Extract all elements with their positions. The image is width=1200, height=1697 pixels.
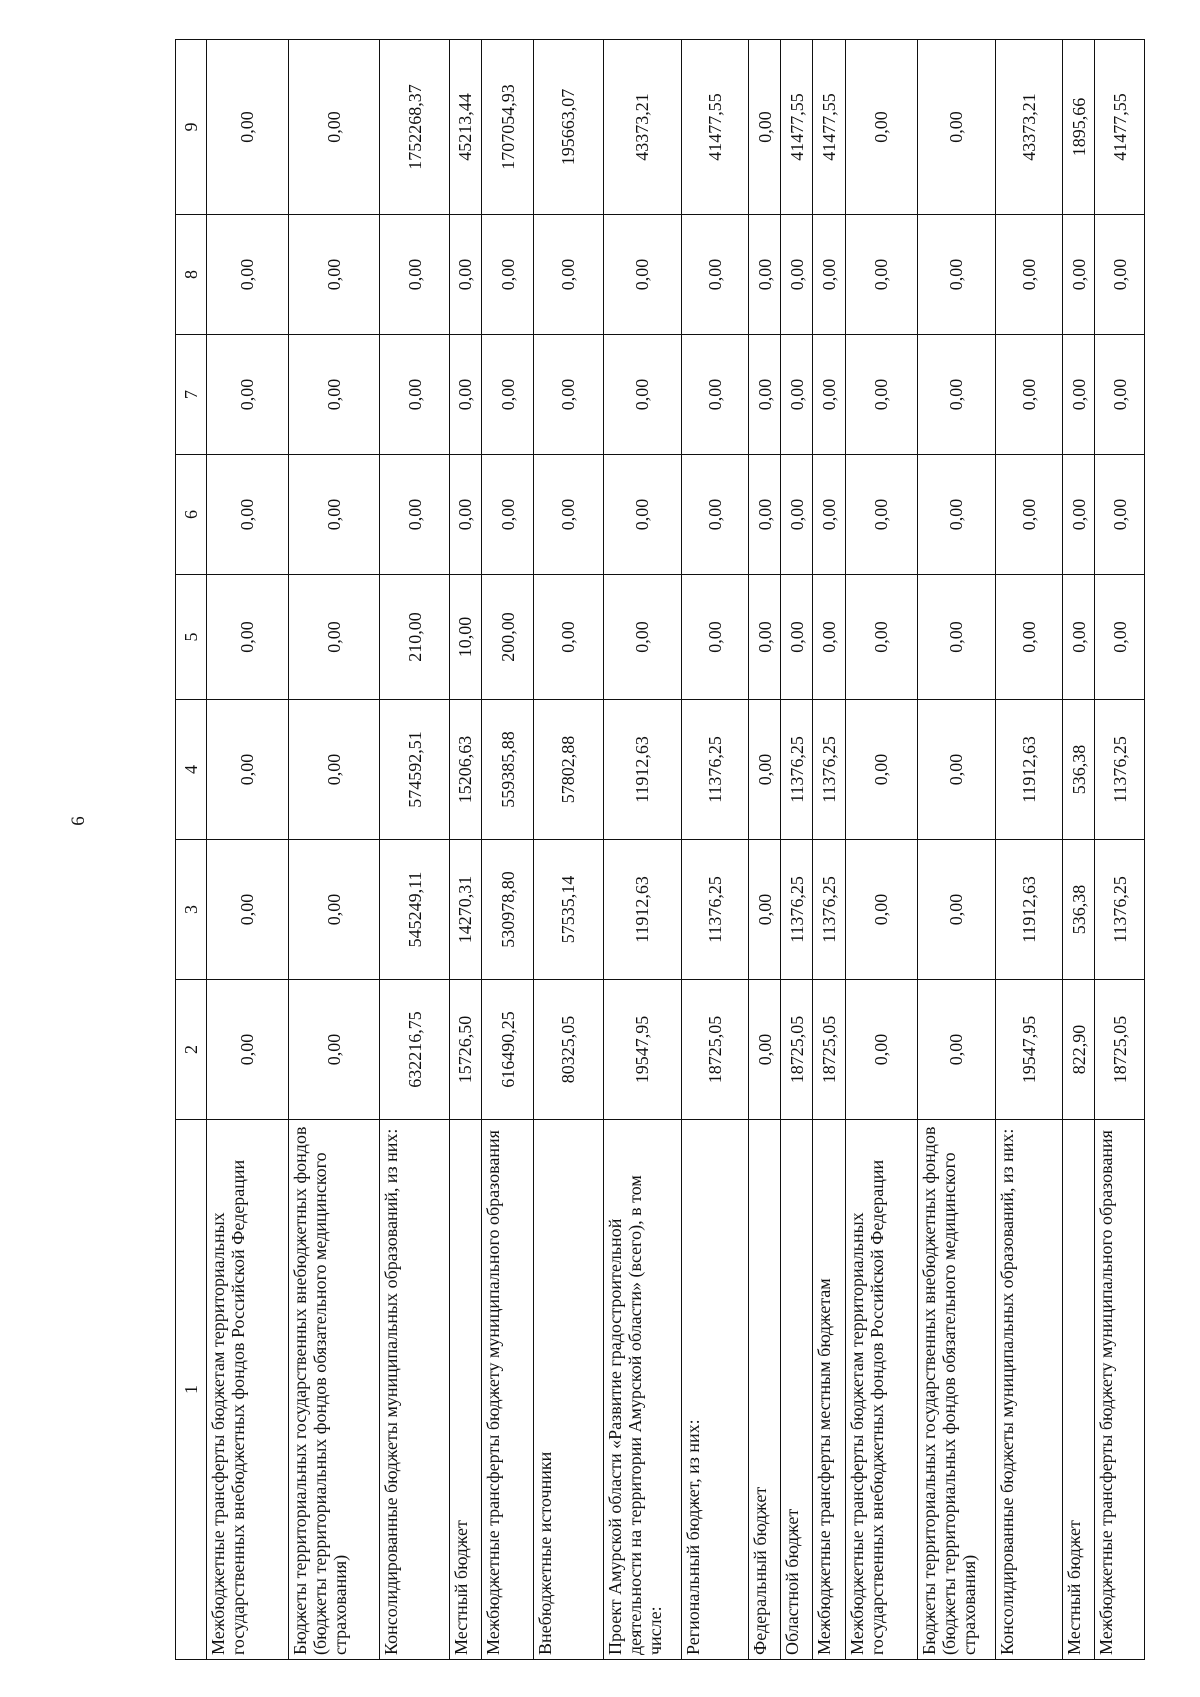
- table-cell: 11912,63: [996, 840, 1063, 980]
- table-cell: 41477,55: [781, 40, 813, 215]
- table-cell: 11376,25: [813, 840, 845, 980]
- row-label: Бюджеты территориальных государственных внебюджетных фондов (бюджеты территориальных фондов обязательного медицинского страхования): [917, 1120, 996, 1660]
- table-cell: 0,00: [996, 215, 1063, 335]
- table-cell: 0,00: [207, 455, 289, 575]
- table-cell: 0,00: [1063, 455, 1095, 575]
- table-row: [996, 40, 1063, 1660]
- table-body: [207, 40, 1145, 1660]
- table-cell: 11912,63: [996, 700, 1063, 840]
- row-label: Межбюджетные трансферты бюджету муниципального образования: [1095, 1120, 1145, 1660]
- row-label: Межбюджетные трансферты бюджетам территориальных государственных внебюджетных фондов Российской Федерации: [845, 1120, 917, 1660]
- table-cell: 11376,25: [1095, 840, 1145, 980]
- column-header: 4: [176, 700, 207, 840]
- table-cell: 0,00: [845, 455, 917, 575]
- table-cell: 0,00: [845, 335, 917, 455]
- table-cell: 19547,95: [603, 980, 682, 1120]
- table-cell: 0,00: [749, 575, 781, 700]
- table-cell: 0,00: [603, 335, 682, 455]
- table-cell: 0,00: [288, 700, 380, 840]
- column-header: 2: [176, 980, 207, 1120]
- column-header: 6: [176, 455, 207, 575]
- table-cell: 0,00: [749, 40, 781, 215]
- table-cell: 41477,55: [1095, 40, 1145, 215]
- table-cell: 11376,25: [813, 700, 845, 840]
- table-cell: 0,00: [845, 575, 917, 700]
- table-cell: 536,38: [1063, 700, 1095, 840]
- budget-table-rotated: [175, 40, 1145, 1660]
- table-cell: 0,00: [917, 455, 996, 575]
- table-cell: 530978,80: [482, 840, 534, 980]
- table-cell: 0,00: [845, 840, 917, 980]
- table-cell: 0,00: [813, 575, 845, 700]
- table-cell: 0,00: [1095, 215, 1145, 335]
- table-cell: 0,00: [996, 455, 1063, 575]
- table-cell: 18725,05: [682, 980, 749, 1120]
- table-cell: 18725,05: [1095, 980, 1145, 1120]
- table-cell: 1707054,93: [482, 40, 534, 215]
- row-label: Внебюджетные источники: [534, 1120, 603, 1660]
- table-cell: 0,00: [749, 840, 781, 980]
- table-cell: 536,38: [1063, 840, 1095, 980]
- table-row: [534, 40, 603, 1660]
- table-cell: 10,00: [449, 575, 481, 700]
- table-cell: 0,00: [1095, 335, 1145, 455]
- table-cell: 0,00: [288, 980, 380, 1120]
- row-label: Консолидированные бюджеты муниципальных образований, из них:: [380, 1120, 449, 1660]
- table-row: [207, 40, 289, 1660]
- table-row: [288, 40, 380, 1660]
- table-cell: 0,00: [482, 455, 534, 575]
- row-label: Федеральный бюджет: [749, 1120, 781, 1660]
- table-row: [449, 40, 481, 1660]
- table-cell: 210,00: [380, 575, 449, 700]
- row-label: Проект Амурской области «Развитие градостроительной деятельности на территории Амурской области» (всего), в том числе:: [603, 1120, 682, 1660]
- table-cell: 0,00: [917, 215, 996, 335]
- table-cell: 0,00: [749, 980, 781, 1120]
- table-cell: 195663,07: [534, 40, 603, 215]
- table-cell: 0,00: [207, 980, 289, 1120]
- row-label: Областной бюджет: [781, 1120, 813, 1660]
- table-cell: 0,00: [207, 40, 289, 215]
- table-cell: 0,00: [288, 455, 380, 575]
- table-cell: 0,00: [288, 840, 380, 980]
- table-cell: 0,00: [996, 335, 1063, 455]
- table-cell: 57535,14: [534, 840, 603, 980]
- table-cell: 0,00: [534, 215, 603, 335]
- table-cell: 43373,21: [603, 40, 682, 215]
- table-cell: 0,00: [207, 700, 289, 840]
- table-cell: 0,00: [749, 455, 781, 575]
- table-row: [603, 40, 682, 1660]
- table-cell: 0,00: [781, 455, 813, 575]
- table-cell: 0,00: [917, 980, 996, 1120]
- table-row: [845, 40, 917, 1660]
- table-cell: 559385,88: [482, 700, 534, 840]
- table-cell: 18725,05: [781, 980, 813, 1120]
- table-cell: 0,00: [207, 215, 289, 335]
- table-cell: 0,00: [534, 335, 603, 455]
- header-row: [176, 40, 207, 1660]
- table-cell: 0,00: [781, 335, 813, 455]
- table-cell: 0,00: [682, 335, 749, 455]
- table-cell: 0,00: [682, 215, 749, 335]
- table-cell: 0,00: [682, 575, 749, 700]
- column-header: 7: [176, 335, 207, 455]
- table-row: [482, 40, 534, 1660]
- table-cell: 0,00: [749, 215, 781, 335]
- table-cell: 0,00: [749, 700, 781, 840]
- table-cell: 0,00: [1095, 455, 1145, 575]
- table-row: [682, 40, 749, 1660]
- table-cell: 1895,66: [1063, 40, 1095, 215]
- page-number: 6: [67, 816, 89, 826]
- table-cell: 0,00: [534, 455, 603, 575]
- table-cell: 0,00: [917, 840, 996, 980]
- table-cell: 0,00: [917, 575, 996, 700]
- table-cell: 0,00: [482, 335, 534, 455]
- table-cell: 11376,25: [682, 840, 749, 980]
- row-label: Местный бюджет: [449, 1120, 481, 1660]
- table-cell: 0,00: [845, 980, 917, 1120]
- table-cell: 1752268,37: [380, 40, 449, 215]
- column-header: 5: [176, 575, 207, 700]
- table-cell: 41477,55: [813, 40, 845, 215]
- table-cell: 19547,95: [996, 980, 1063, 1120]
- table-cell: 545249,11: [380, 840, 449, 980]
- row-label: Межбюджетные трансферты бюджету муниципального образования: [482, 1120, 534, 1660]
- table-cell: 0,00: [1063, 215, 1095, 335]
- table-cell: 0,00: [1063, 575, 1095, 700]
- table-cell: 0,00: [288, 575, 380, 700]
- table-cell: 0,00: [449, 455, 481, 575]
- table-row: [1063, 40, 1095, 1660]
- table-cell: 0,00: [781, 575, 813, 700]
- table-cell: 0,00: [449, 335, 481, 455]
- table-cell: 41477,55: [682, 40, 749, 215]
- table-cell: 0,00: [813, 215, 845, 335]
- column-header: 3: [176, 840, 207, 980]
- table-cell: 0,00: [917, 40, 996, 215]
- table-cell: 574592,51: [380, 700, 449, 840]
- row-label: Бюджеты территориальных государственных внебюджетных фондов (бюджеты территориальных фондов обязательного медицинского страхования): [288, 1120, 380, 1660]
- table-row: [781, 40, 813, 1660]
- column-header: 1: [176, 1120, 207, 1660]
- table-cell: 0,00: [380, 335, 449, 455]
- table-cell: 80325,05: [534, 980, 603, 1120]
- table-cell: 0,00: [207, 335, 289, 455]
- table-cell: 0,00: [288, 335, 380, 455]
- table-cell: 0,00: [781, 215, 813, 335]
- table-cell: 11912,63: [603, 700, 682, 840]
- table-cell: 0,00: [534, 575, 603, 700]
- table-cell: 0,00: [845, 40, 917, 215]
- table-row: [749, 40, 781, 1660]
- table-cell: 200,00: [482, 575, 534, 700]
- table-cell: 0,00: [380, 455, 449, 575]
- table-cell: 0,00: [917, 335, 996, 455]
- table-row: [380, 40, 449, 1660]
- table-cell: 0,00: [603, 575, 682, 700]
- table-row: [813, 40, 845, 1660]
- table-cell: 616490,25: [482, 980, 534, 1120]
- table-cell: 0,00: [1063, 335, 1095, 455]
- row-label: Региональный бюджет, из них:: [682, 1120, 749, 1660]
- table-cell: 0,00: [380, 215, 449, 335]
- table-cell: 11376,25: [781, 700, 813, 840]
- table-cell: 632216,75: [380, 980, 449, 1120]
- row-label: Консолидированные бюджеты муниципальных образований, из них:: [996, 1120, 1063, 1660]
- table-cell: 15726,50: [449, 980, 481, 1120]
- table-cell: 11912,63: [603, 840, 682, 980]
- row-label: Местный бюджет: [1063, 1120, 1095, 1660]
- table-cell: 45213,44: [449, 40, 481, 215]
- table-cell: 57802,88: [534, 700, 603, 840]
- table-cell: 0,00: [482, 215, 534, 335]
- table-cell: 0,00: [813, 455, 845, 575]
- table-cell: 11376,25: [682, 700, 749, 840]
- row-label: Межбюджетные трансферты бюджетам территориальных государственных внебюджетных фондов Российской Федерации: [207, 1120, 289, 1660]
- table-cell: 0,00: [1095, 575, 1145, 700]
- column-header: 8: [176, 215, 207, 335]
- table-cell: 0,00: [917, 700, 996, 840]
- table-cell: 0,00: [288, 40, 380, 215]
- table-row: [1095, 40, 1145, 1660]
- table-cell: 11376,25: [781, 840, 813, 980]
- table-cell: 14270,31: [449, 840, 481, 980]
- table-cell: 0,00: [288, 215, 380, 335]
- table-row: [917, 40, 996, 1660]
- table-cell: 0,00: [996, 575, 1063, 700]
- table-cell: 15206,63: [449, 700, 481, 840]
- table-cell: 0,00: [813, 335, 845, 455]
- table-cell: 0,00: [449, 215, 481, 335]
- table-cell: 0,00: [207, 575, 289, 700]
- column-header: 9: [176, 40, 207, 215]
- table-cell: 11376,25: [1095, 700, 1145, 840]
- table-cell: 0,00: [845, 215, 917, 335]
- table-cell: 0,00: [845, 700, 917, 840]
- table-cell: 0,00: [603, 455, 682, 575]
- table-cell: 822,90: [1063, 980, 1095, 1120]
- budget-table: [175, 39, 1145, 1660]
- table-cell: 43373,21: [996, 40, 1063, 215]
- table-cell: 0,00: [603, 215, 682, 335]
- table-cell: 0,00: [682, 455, 749, 575]
- table-cell: 18725,05: [813, 980, 845, 1120]
- table-cell: 0,00: [749, 335, 781, 455]
- row-label: Межбюджетные трансферты местным бюджетам: [813, 1120, 845, 1660]
- table-cell: 0,00: [207, 840, 289, 980]
